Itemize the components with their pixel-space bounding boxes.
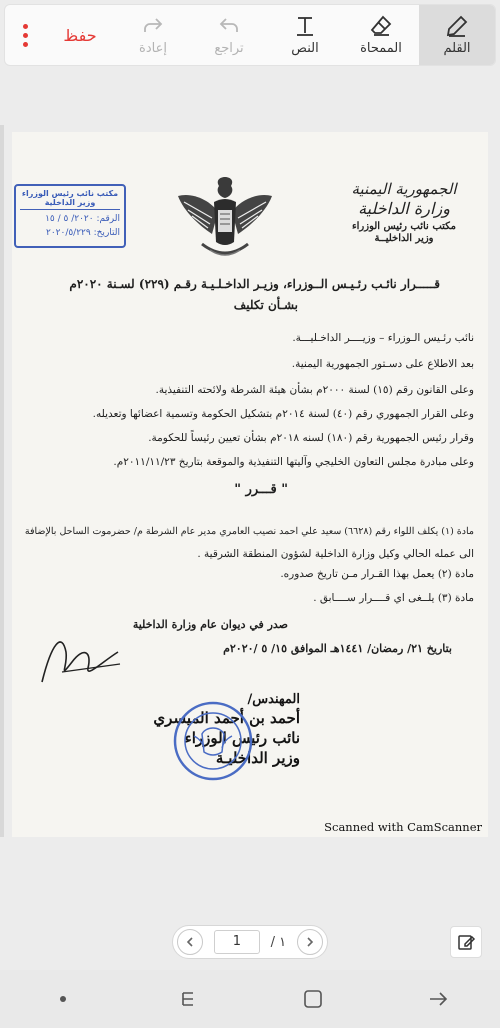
eraser-label: الممحاة	[360, 41, 402, 56]
header-line-2: وزارة الداخلية	[358, 199, 450, 218]
undo-icon	[217, 14, 241, 38]
camscanner-watermark: Scanned with CamScanner	[324, 820, 482, 834]
text-label: النص	[291, 41, 319, 56]
undo-button[interactable]	[191, 5, 267, 65]
eraser-tool-button[interactable]	[343, 5, 419, 65]
body-line: بعد الاطلاع على دسـتور الجمهورية اليمنية.	[291, 358, 474, 370]
pen-label: القلم	[443, 41, 471, 56]
page-navigator	[172, 925, 328, 959]
more-options-button[interactable]	[5, 5, 45, 65]
page-number-input[interactable]: 1	[214, 930, 260, 954]
header-line-4: وزير الداخليــة	[374, 233, 434, 244]
system-navigation-bar	[0, 970, 500, 1028]
body-line: وعلى القرار الجمهوري رقم (٤٠) لسنة ٢٠١٤م بتشكيل الحكومة وتسمية اعضائها وتعديله.	[92, 408, 474, 420]
official-seal-icon	[172, 700, 254, 782]
ministry-header	[344, 180, 464, 244]
stamp-number: الرقم: ٢٠٢٠/ ٥ / ١٥	[45, 214, 120, 224]
signer-title: المهندس/	[247, 692, 300, 707]
issued-line: صدر في ديوان عام وزارة الداخلية	[132, 618, 288, 631]
eagle-emblem-icon	[172, 172, 278, 264]
next-page-button[interactable]	[297, 929, 323, 955]
article-line: مادة (١) يكلف اللواء رقم (٦٦٢٨) سعيد علي احمد نصيب العامري مدير عام الشرطة م/ حضرموت الساحل بالإضافة	[24, 526, 474, 537]
more-vert-icon	[23, 24, 28, 29]
body-line: وقرار رئيس الجمهورية رقم (١٨٠) لسنه ٢٠١٨م بشأن تعيين رئيساً للحكومة.	[148, 432, 474, 444]
recent-apps-icon	[177, 988, 199, 1010]
pen-tool-button[interactable]	[419, 5, 495, 65]
dot-icon	[58, 994, 68, 1004]
decision-subject: بشـأن تكليف	[233, 298, 298, 312]
back-button[interactable]	[418, 979, 458, 1019]
body-line: وعلى مبادرة مجلس التعاون الخليجي وآليتها التنفيذية والموقعة بتاريخ ٢٠١١/١١/٢٣م.	[113, 456, 474, 468]
stamp-title: مكتب نائب رئيس الوزراء وزير الداخلية	[20, 189, 120, 210]
document-page[interactable]	[12, 132, 488, 837]
body-line: نائب رئـيس الـوزراء – وزيــــر الداخـليـــة.	[292, 332, 474, 344]
previous-page-button[interactable]	[177, 929, 203, 955]
date-line: بتاريخ ٢١/ رمضان/ ١٤٤١هـ الموافق ١٥/ ٥ /٢٠٢٠م	[223, 642, 452, 655]
article-line: مادة (٣) يلــغى اي قــــرار ســــابق .	[313, 592, 474, 604]
edit-note-icon	[456, 932, 476, 952]
chevron-left-icon	[184, 936, 196, 948]
header-line-1: الجمهورية اليمنية	[351, 180, 457, 198]
chevron-right-icon	[304, 936, 316, 948]
handwritten-signature-icon	[32, 622, 132, 692]
signer-position-1: نائب رئيس الوزراء	[184, 729, 300, 747]
header-line-3: مكتب نائب رئيس الوزراء	[351, 221, 457, 232]
recent-apps-button[interactable]	[168, 979, 208, 1019]
pen-icon	[445, 14, 469, 38]
redo-button[interactable]	[115, 5, 191, 65]
home-square-icon	[302, 988, 324, 1010]
annotation-toolbar	[4, 4, 496, 66]
signer-position-2: وزير الداخليـة	[215, 749, 300, 767]
back-arrow-icon	[427, 988, 449, 1010]
text-icon	[293, 14, 317, 38]
redo-label: إعادة	[139, 41, 167, 56]
redo-icon	[141, 14, 165, 38]
article-line: الى عمله الحالي وكيل وزارة الداخلية لشؤون المنطقة الشرقية .	[197, 548, 474, 560]
article-line: مادة (٢) يعمل بهذا القـرار مـن تاريخ صدوره.	[280, 568, 474, 580]
signer-name: أحمد بن أحمد الميسري	[153, 709, 300, 727]
decision-heading: " قـــرر "	[234, 482, 288, 497]
assistant-dot-button[interactable]	[43, 979, 83, 1019]
text-tool-button[interactable]	[267, 5, 343, 65]
page-edge	[0, 125, 4, 837]
decision-title: قـــــرار نائـب رئـيـس الــوزراء، وزيـر الداخـلـيـة رقـم (٢٢٩) لسـنة ٢٠٢٠م	[69, 277, 440, 291]
incoming-stamp	[14, 184, 126, 248]
eraser-icon	[369, 14, 393, 38]
home-button[interactable]	[293, 979, 333, 1019]
save-button[interactable]: حفظ	[63, 25, 97, 45]
stamp-date: التاريخ: ٢٠٢٠/٥/٢٢٩	[45, 228, 120, 238]
body-line: وعلى القانون رقم (١٥) لسنة ٢٠٠٠م بشأن هيئة الشرطة ولائحته التنفيذية.	[155, 384, 474, 396]
undo-label: تراجع	[214, 41, 244, 56]
annotate-button[interactable]	[450, 926, 482, 958]
page-total: / ١	[270, 934, 287, 950]
